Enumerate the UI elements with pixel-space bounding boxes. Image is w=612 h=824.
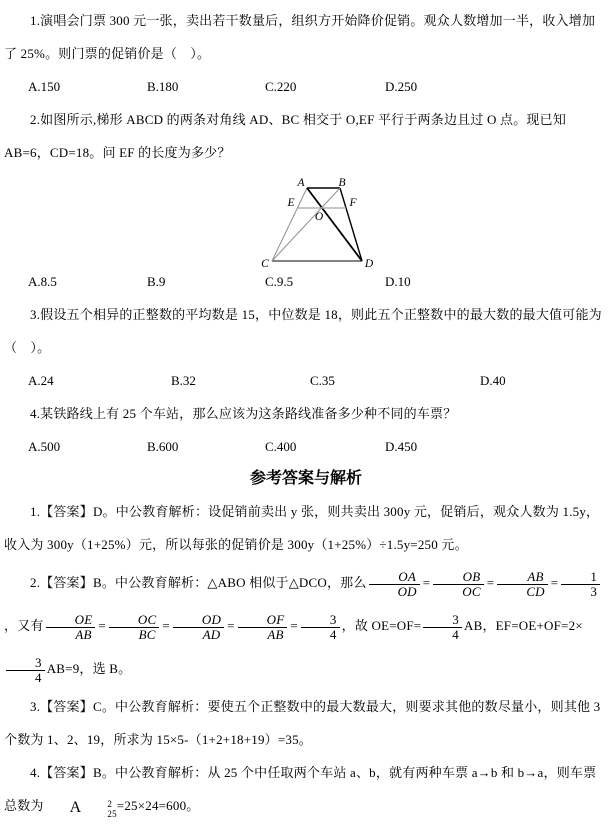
equals-sign: = <box>486 575 495 590</box>
answers-section-heading: 参考答案与解析 <box>249 470 362 487</box>
fraction-oa-od: $\frac{OA}{OD}$ <box>369 570 420 599</box>
fraction-oc-bc: $\frac{OC}{BC}$ <box>109 613 159 642</box>
fraction-ob-oc: $\frac{OB}{OC}$ <box>433 570 483 599</box>
answer-4-segment: =25×24=600。 <box>116 798 200 813</box>
question-2-options <box>4 265 608 298</box>
option-3c: C.35 <box>310 373 335 388</box>
vertex-label-b: B <box>338 177 346 189</box>
fraction-ab-cd: $\frac{AB}{CD}$ <box>497 570 547 599</box>
option-2c: C.9.5 <box>265 274 294 289</box>
fraction-3-4: $\frac{3}{4}$ <box>423 613 462 642</box>
diagonal-bc <box>272 188 340 261</box>
answer-2-segment: AB=9，选 B。 <box>46 661 132 676</box>
answer-2-segment: AB，EF=OE+OF=2× <box>464 618 583 633</box>
answer-2-text <box>4 561 608 690</box>
answer-4-segment: 4.【答案】B。中公教育解析：从 25 个中任取两个车站 a、b，就有两种车票 a→b 和 b→a，则车票总数为 <box>4 765 597 813</box>
option-3d: D.40 <box>480 373 506 388</box>
question-2-text: 2.如图所示,梯形 ABCD 的两条对角线 AD、BC 相交于 O,EF 平行于两条边且过 O 点。现已知 AB=6，CD=18。问 EF 的长度为多少？ <box>4 112 567 160</box>
fraction-3-4: $\frac{3}{4}$ <box>301 613 340 642</box>
answer-4-text <box>4 756 608 824</box>
option-4a: A.500 <box>28 439 61 454</box>
option-3b: B.32 <box>171 373 196 388</box>
vertex-label-a: A <box>297 177 305 189</box>
answer-2-segment: ，故 OE=OF= <box>341 618 422 633</box>
vertex-label-c: C <box>261 258 269 269</box>
question-3-text: 3.假设五个相异的正整数的平均数是 15，中位数是 18，则此五个正整数中的最大数的最大值可能为（ ）。 <box>4 307 602 355</box>
option-1c: C.220 <box>265 79 297 94</box>
equals-sign: = <box>98 618 106 633</box>
answer-2-segment: 2.【答案】B。中公教育解析：△ABO 相似于△DCO，那么 <box>30 575 367 590</box>
fraction-of-ab: $\frac{OF}{AB}$ <box>238 613 288 642</box>
trapezoid-figure <box>4 169 608 269</box>
question-1-text: 1.演唱会门票 300 元一张，卖出若干数量后，组织方开始降价促销。观众人数增加一半，收入增加了 25%。则门票的促销价是（ ）。 <box>4 13 596 61</box>
fraction-1-3: $\frac{1}{3}$ <box>561 570 600 599</box>
answer-2-segment: ，又有 <box>4 618 44 633</box>
vertex-label-f: F <box>349 197 357 209</box>
question-1-options <box>4 70 608 103</box>
option-2d: D.10 <box>385 274 411 289</box>
fraction-oe-ab: $\frac{OE}{AB}$ <box>46 613 96 642</box>
answer-3-text: 3.【答案】C。中公教育解析：要使五个正整数中的最大数最大，则要求其他的数尽量小，则其他 3 个数为 1、2、19，所求为 15×5-（1+2+18+19）=35。 <box>4 699 601 747</box>
question-4-text: 4.某铁路线上有 25 个车站，那么应该为这条路线准备多少种不同的车票？ <box>30 406 457 421</box>
vertex-label-o: O <box>314 211 324 223</box>
fraction-3-4: $\frac{3}{4}$ <box>6 656 45 685</box>
option-1d: D.250 <box>385 79 418 94</box>
equals-sign: = <box>422 575 431 590</box>
answer-1-text: 1.【答案】D。中公教育解析：设促销前卖出 y 张，则共卖出 300y 元，促销后，观众人数为 1.5y，收入为 300y（1+25%）元，所以每张的促销价是 300y（1+25%）÷1.5y=250 元。 <box>4 504 600 552</box>
permutation-notation: A 2 25 <box>69 798 117 819</box>
question-3-options <box>4 364 608 397</box>
question-4-options <box>4 430 608 463</box>
vertex-label-d: D <box>364 258 374 269</box>
option-2b: B.9 <box>147 274 166 289</box>
equals-sign: = <box>162 618 170 633</box>
option-1a: A.150 <box>28 79 61 94</box>
equals-sign: = <box>550 575 559 590</box>
equals-sign: = <box>227 618 235 633</box>
option-3a: A.24 <box>28 373 54 388</box>
option-1b: B.180 <box>147 79 179 94</box>
option-4b: B.600 <box>147 439 179 454</box>
option-2a: A.8.5 <box>28 274 57 289</box>
equals-sign: = <box>290 618 298 633</box>
vertex-label-e: E <box>287 197 295 209</box>
trapezoid-svg <box>254 169 384 269</box>
fraction-od-ad: $\frac{OD}{AD}$ <box>173 613 224 642</box>
option-4d: D.450 <box>385 439 418 454</box>
option-4c: C.400 <box>265 439 297 454</box>
